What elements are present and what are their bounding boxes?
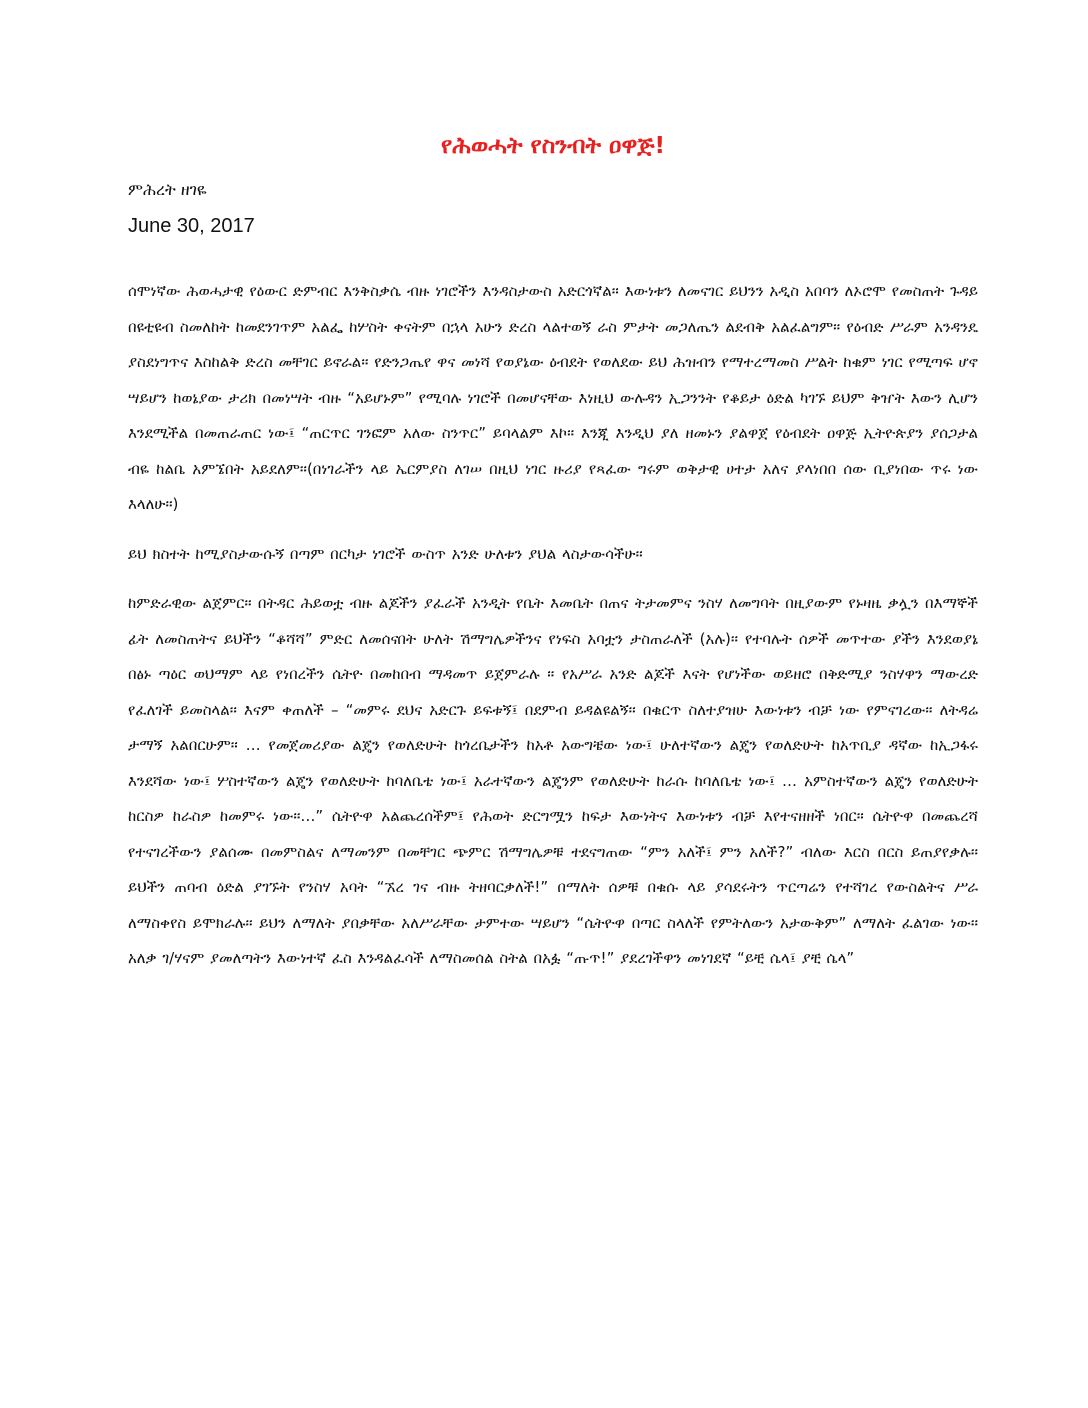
- body-paragraph-3: ከምድራዊው ልጀምር፡፡ በትዳር ሕይወቷ ብዙ ልጆችን ያፈራች አንዲት የቤት እመቤት በጠና ትታመምና ንስሃ ለመግባት በዚያውም የኑዛዜ ቃሏን በእማኞች ፊት ለመስጠትና ይህችን “ቆሻሻ” ምድር ለመሰናበት ሁለት ሽማግሌዎችንና የነፍስ አባቷን ታስጠራለች (አሉ)፡፡ የተባሉት ሰዎች መጥተው ያችን እንደወያኔ በፅኑ ጣዕር ወህማም ላይ የነበረችን ሴትዮ በመከበብ ማዳመጥ ይጀምራሉ ፡፡ የአሥራ አንድ ልጆች እናት የሆነችው ወይዘሮ በቅድሚያ ንስሃዋን ማውረድ የፈለገች ይመስላል፡፡ እናም ቀጠለች – “መምሩ ደህና አድርጉ ይፍቱኝ፤ በደምብ ይዳልዩልኝ፡፡ በቁርጥ ስለተያዝሁ እውነቱን ብቻ ነው የምናገረው፡፡ ለትዳሬ ታማኝ አልበርሁም፡፡ … የመጀመሪያው ልጄን የወለድሁት ከጎረቤታችን ከአቶ አውግቼው ነው፤ ሁለተኛውን ልጄን የወለድሁት ከአጥቢያ ዳኛው ከኢጋፋሩ እንደሻው ነው፤ ሦስተኛውን ልጄን የወለድሁት ከባለቤቴ ነው፤ አራተኛውን ልጄንም የወለድሁት ከራሱ ከባለቤቴ ነው፤ … አምስተኛውን ልጄን የወለድሁት ከርስዎ ከራስዎ ከመምሩ ነው፡፡…” ሴትዮዋ አልጨረሰችም፤ የሕወት ድርግሟን ከፍታ እውነትና እውነቱን ብቻ እየተናዘዘች ነበር፡፡ ሴትዮዋ በመጨረሻ የተናገረችውን ያልሰሙ በመምስልና ለማመንም በመቸገር ጭምር ሽማግሌዎቹ ተደናግጠው “ምን አለች፤ ምን አለች?” ብለው እርስ በርስ ይጠያየቃሉ፡፡ ይህችን ጠባብ ዕድል ያገኙት የንስሃ አባት “ኧረ ገና ብዙ ትዘባርቃለች!” በማለት ሰዎቹ በቁሱ ላይ ያሳደሩትን ጥርጣሬን የተሻገረ የውስልትና ሥራ ለማስቀየስ ይሞክራሉ፡፡ ይህን ለማለት ያበቃቸው አለሥራቸው ታምተው ሣይሆን “ሴትዮዋ በጣር ስላለች የምትለውን አታውቅም” ለማለት ፈልገው ነው፡፡ አለቃ ገ/ሃናም ያመለጣትን እውነተኛ ፈስ እንዳልፈሳች ለማስመሰል ስትል በአፏ “ጡጥ!” ያደረገችዋን መነገደኛ “ይቺ ሴላ፤ ያቺ ሴላ”: [128, 594, 978, 967]
- document-title: የሕወሓት የስንብት ዐዋጅ!: [441, 133, 665, 159]
- body-paragraph-2: ይህ ክስተት ከሚያስታውሱኝ በጣም በርካታ ነገሮች ውስጥ አንድ ሁለቱን ያህል ላስታውሳችሁ፡፡: [128, 544, 643, 563]
- publication-date: June 30, 2017: [128, 215, 255, 237]
- body-paragraph-1: ሰሞነኛው ሕወሓታዊ የዕውር ድምብር እንቅስቃሴ ብዙ ነገሮችን እንዳስታውስ አድርጎኛል፡፡ እውነቱን ለመናገር ይህንን አዲስ አበባን ለኦሮሞ የመስጠት ጉዳይ በዩቲዩብ ስመለከት ከመደንገጥም አልፌ ከሦስት ቀናትም በኋላ አሁን ድረስ ላልተወኝ ራስ ምታት መጋለጤን ልደብቅ አልፈልግም፡፡ የዕብድ ሥራም አንዳንዴ ያስደነግጥና እስከልቅ ድረስ መቸገር ይኖራል፡፡ የድንጋጤየ ዋና መነሻ የወያኔው ዕብደት የወለደው ይህ ሕዝብን የማተረማመስ ሥልት ከቁም ነገር የሚጣፍ ሆኖ ሣይሆን ከወኔያው ታሪክ በመነሣት ብዙ “አይሆኑም” የሚባሉ ነገሮች በመሆናቸው እነዚህ ውሉዳን ኢጋንንት የቆይታ ዕድል ካገኙ ይህም ቅዠት እውን ሊሆን እንደሚችል በመጠራጠር ነው፤ “ጠርጥር ገንፎም አለው ስንጥር” ይባላልም እኮ፡፡ እንጂ እንዲህ ያለ ዘመኑን ያልዋጀ የዕብደት ዐዋጅ ኢትዮጵያን ያሰጋታል ብዬ ከልቤ አምኜበት አይደለም፡፡(በነገራችን ላይ ኤርምያስ ለገሠ በዚህ ነገር ዙሪያ የጻፈው ግሩም ወቅታዊ ሀተታ አለና ያላነበበ ሰው ቢያነበው ጥሩ ነው እላለሁ፡፡): [128, 282, 978, 513]
- author-name: ምሕረት ዘገዬ: [128, 180, 207, 199]
